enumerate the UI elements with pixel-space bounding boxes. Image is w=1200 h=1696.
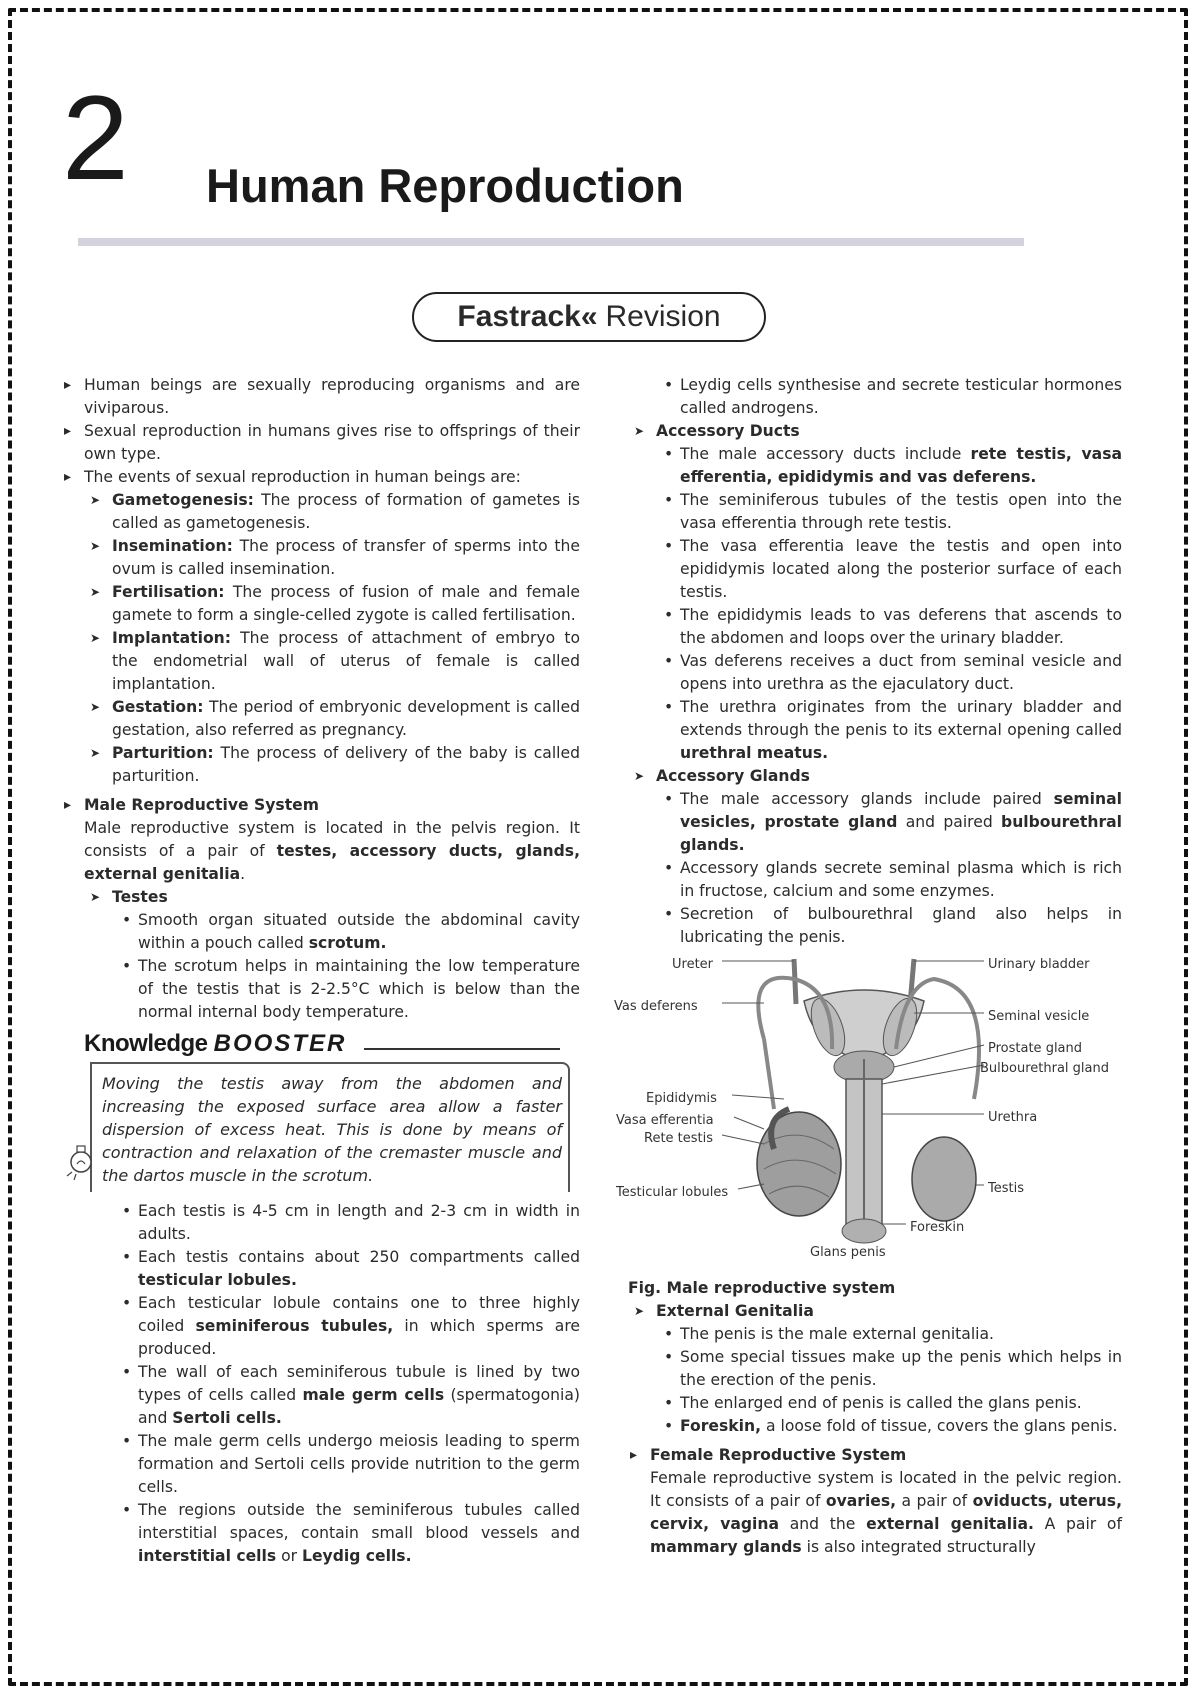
testes-heading: ➤ Testes [62,886,580,909]
label-rete-testis: Rete testis [644,1131,714,1146]
duct-point: • The male accessory ducts include rete testis, vasa efferentia, epididymis and vas deferens. [628,443,1122,489]
genitalia-point: • The penis is the male external genitalia. [628,1323,1122,1346]
knowledge-booster-box [84,1032,580,1196]
chapter-number: 2 [62,71,129,205]
banner-label: Revision [605,300,721,333]
knowledge-booster-text: Moving the testis away from the abdomen and increasing the exposed surface area allow a faster dispersion of excess heat. This is done by means of contraction and relaxation of the cremaster muscle and the dartos muscle in the scrotum. [102,1074,562,1185]
lightbulb-icon [64,1142,98,1182]
female-intro: Female reproductive system is located in the pelvic region. It consists of a pair of ovaries, a pair of oviducts, uterus, cervix, vagina and the external genitalia. A pair of mammary glands is also integrated structurally [650,1469,1122,1556]
label-vas-deferens: Vas deferens [614,999,698,1014]
intro-point: ▸ Sexual reproduction in humans gives rise to offsprings of their own type. [62,420,580,466]
duct-point: • Vas deferens receives a duct from seminal vesicle and opens into urethra as the ejaculatory duct. [628,650,1122,696]
label-seminal-vesicle: Seminal vesicle [988,1009,1090,1024]
testes-point: • Each testis is 4-5 cm in length and 2-3 cm in width in adults. [62,1200,580,1246]
testes-point: • The scrotum helps in maintaining the low temperature of the testis that is 2-2.5°C which is below than the normal internal body temperature. [62,955,580,1024]
banner-brand: Fastrack« [457,300,598,333]
label-bulbourethral-gland: Bulbourethral gland [980,1061,1109,1076]
event-item: ➤ Insemination: The process of transfer of sperms into the ovum is called insemination. [62,535,580,581]
accessory-glands-heading: ➤ Accessory Glands [628,765,1122,788]
booster-title-rule [364,1048,560,1050]
fastrack-revision-banner [412,292,766,342]
label-testis: Testis [988,1181,1024,1196]
testes-point: • Each testis contains about 250 compartments called testicular lobules. [62,1246,580,1292]
label-urinary-bladder: Urinary bladder [988,957,1090,972]
intro-point: ▸ The events of sexual reproduction in human beings are: [62,466,580,489]
genitalia-point: • Foreskin, a loose fold of tissue, covers the glans penis. [628,1415,1122,1438]
chapter-title: Human Reproduction [206,159,684,212]
testes-point: • The regions outside the seminiferous tubules called interstitial spaces, contain small blood vessels and interstitial cells or Leydig cells. [62,1499,580,1568]
event-item: ➤ Gestation: The period of embryonic development is called gestation, also referred as pregnancy. [62,696,580,742]
testes-point: • Each testicular lobule contains one to three highly coiled seminiferous tubules, in which sperms are produced. [62,1292,580,1361]
male-reproductive-figure [614,949,1122,1277]
testes-point: • The wall of each seminiferous tubule is lined by two types of cells called male germ cells (spermatogonia) and Sertoli cells. [62,1361,580,1430]
external-genitalia-heading: ➤ External Genitalia [628,1300,1122,1323]
left-column [62,374,580,1568]
testes-point: • The male germ cells undergo meiosis leading to sperm formation and Sertoli cells provide nutrition to the germ cells. [62,1430,580,1499]
label-ureter: Ureter [672,957,714,972]
label-prostate-gland: Prostate gland [988,1041,1083,1056]
label-foreskin: Foreskin [910,1220,965,1235]
gland-point: • Secretion of bulbourethral gland also helps in lubricating the penis. [628,903,1122,949]
title-divider [78,238,1024,246]
figure-caption: Fig. Male reproductive system [628,1279,896,1297]
right-column [614,374,1122,1559]
testes-point: • Smooth organ situated outside the abdominal cavity within a pouch called scrotum. [62,909,580,955]
label-epididymis: Epididymis [646,1091,717,1106]
event-item: ➤ Fertilisation: The process of fusion of male and female gamete to form a single-celled zygote is called fertilisation. [62,581,580,627]
duct-point: • The urethra originates from the urinary bladder and extends through the penis to its external opening called urethral meatus. [628,696,1122,765]
leydig-point: • Leydig cells synthesise and secrete testicular hormones called androgens. [628,374,1122,420]
male-intro: Male reproductive system is located in the pelvis region. It consists of a pair of testes, accessory ducts, glands, external genitalia. [84,819,580,883]
section-heading-female: ▸ Female Reproductive System [628,1444,1122,1467]
knowledge-booster-title: Knowledge BOOSTER [84,1030,347,1057]
genitalia-point: • The enlarged end of penis is called the glans penis. [628,1392,1122,1415]
label-urethra: Urethra [988,1110,1038,1125]
duct-point: • The epididymis leads to vas deferens that ascends to the abdomen and loops over the urinary bladder. [628,604,1122,650]
testis-right-shape [912,1137,976,1221]
label-glans-penis: Glans penis [810,1245,886,1260]
glans-shape [842,1219,886,1243]
genitalia-point: • Some special tissues make up the penis which helps in the erection of the penis. [628,1346,1122,1392]
gland-point: • The male accessory glands include paired seminal vesicles, prostate gland and paired bulbourethral glands. [628,788,1122,857]
label-vasa-efferentia: Vasa efferentia [616,1113,714,1128]
gland-point: • Accessory glands secrete seminal plasma which is rich in fructose, calcium and some enzymes. [628,857,1122,903]
duct-point: • The seminiferous tubules of the testis open into the vasa efferentia through rete testis. [628,489,1122,535]
event-item: ➤ Parturition: The process of delivery of the baby is called parturition. [62,742,580,788]
accessory-ducts-heading: ➤ Accessory Ducts [628,420,1122,443]
duct-point: • The vasa efferentia leave the testis and open into epididymis located along the posterior surface of each testis. [628,535,1122,604]
intro-point: ▸ Human beings are sexually reproducing organisms and are viviparous. [62,374,580,420]
label-testicular-lobules: Testicular lobules [616,1185,729,1200]
event-item: ➤ Gametogenesis: The process of formation of gametes is called as gametogenesis. [62,489,580,535]
event-item: ➤ Implantation: The process of attachment of embryo to the endometrial wall of uterus of female is called implantation. [62,627,580,696]
section-heading-male: ▸ Male Reproductive System [62,794,580,817]
